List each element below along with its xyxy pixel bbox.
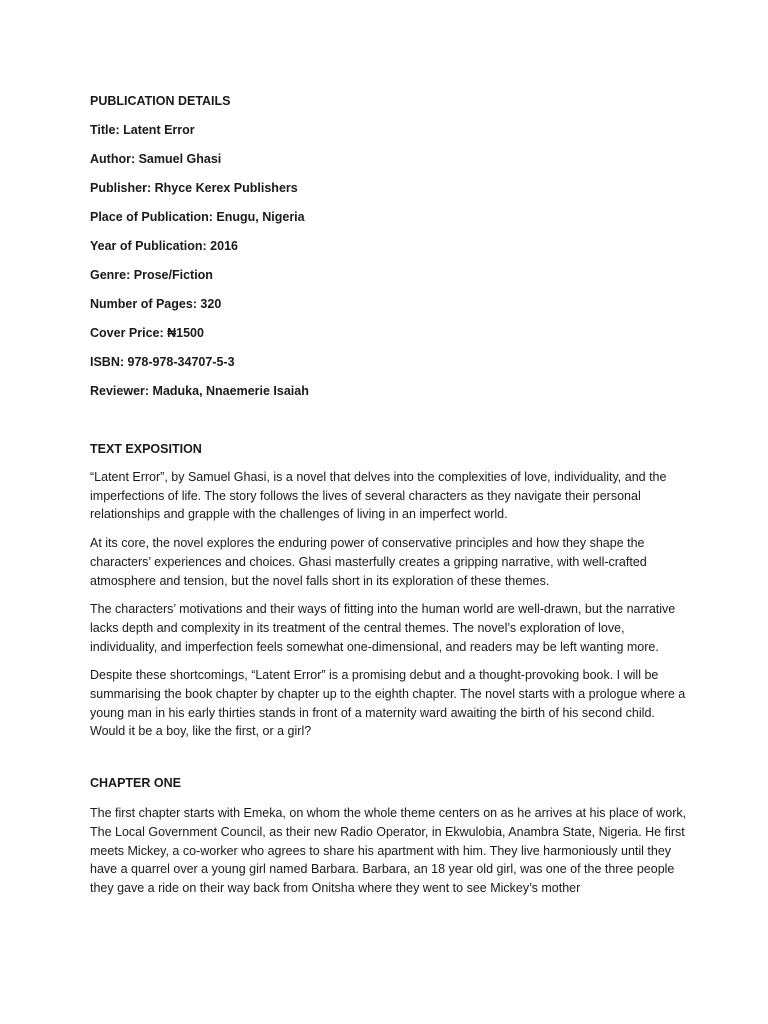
detail-reviewer: Reviewer: Maduka, Nnaemerie Isaiah — [90, 384, 309, 398]
publication-details-section — [90, 91, 690, 410]
detail-genre: Genre: Prose/Fiction — [90, 268, 213, 282]
chapter-one-heading: CHAPTER ONE — [90, 776, 181, 791]
detail-year: Year of Publication: 2016 — [90, 239, 238, 253]
detail-author: Author: Samuel Ghasi — [90, 152, 222, 166]
document-page — [90, 91, 690, 898]
detail-publisher: Publisher: Rhyce Kerex Publishers — [90, 181, 298, 195]
detail-isbn: ISBN: 978-978-34707-5-3 — [90, 355, 235, 369]
detail-title: Title: Latent Error — [90, 123, 195, 137]
detail-pages: Number of Pages: 320 — [90, 297, 222, 311]
detail-place: Place of Publication: Enugu, Nigeria — [90, 210, 305, 224]
exposition-paragraph: At its core, the novel explores the enduring power of conservative principles and how they shape the characters’ experiences and choices. Ghasi masterfully creates a gripping narrative, with well-crafted atmosphere and tension, but the novel falls short in its exploration of these themes. — [90, 536, 647, 588]
publication-details-heading: PUBLICATION DETAILS — [90, 94, 231, 108]
exposition-paragraph: Despite these shortcomings, “Latent Error” is a promising debut and a thought-provoking book. I will be summarising the book chapter by chapter up to the eighth chapter. The novel starts with a prologue where a young man in his early thirties stands in front of a maternity ward awaiting the birth of his second child. Would it be a boy, like the first, or a girl? — [90, 668, 686, 739]
detail-price: Cover Price: ₦1500 — [90, 326, 204, 340]
text-exposition-heading: TEXT EXPOSITION — [90, 442, 202, 456]
chapter-one-paragraph: The first chapter starts with Emeka, on whom the whole theme centers on as he arrives at his place of work, The Local Government Council, as their new Radio Operator, in Ekwulobia, Anambra State, Nigeria. He first meets Mickey, a co-worker who agrees to share his apartment with him. They live harmoniously until they have a quarrel over a young girl named Barbara. Barbara, an 18 year old girl, was one of the three people they gave a ride on their way back from Onitsha where they went to see Mickey’s mother — [90, 806, 687, 895]
text-exposition-section — [90, 439, 690, 741]
chapter-one-section — [90, 773, 690, 898]
exposition-paragraph: “Latent Error”, by Samuel Ghasi, is a novel that delves into the complexities of love, individuality, and the imperfections of life. The story follows the lives of several characters as they navigate their personal relationships and grapple with the challenges of living in an imperfect world. — [90, 470, 667, 522]
exposition-paragraph: The characters’ motivations and their ways of fitting into the human world are well-drawn, but the narrative lacks depth and complexity in its treatment of the central themes. The novel’s exploration of love, individuality, and imperfection feels somewhat one-dimensional, and readers may be left wanting more. — [90, 602, 676, 654]
